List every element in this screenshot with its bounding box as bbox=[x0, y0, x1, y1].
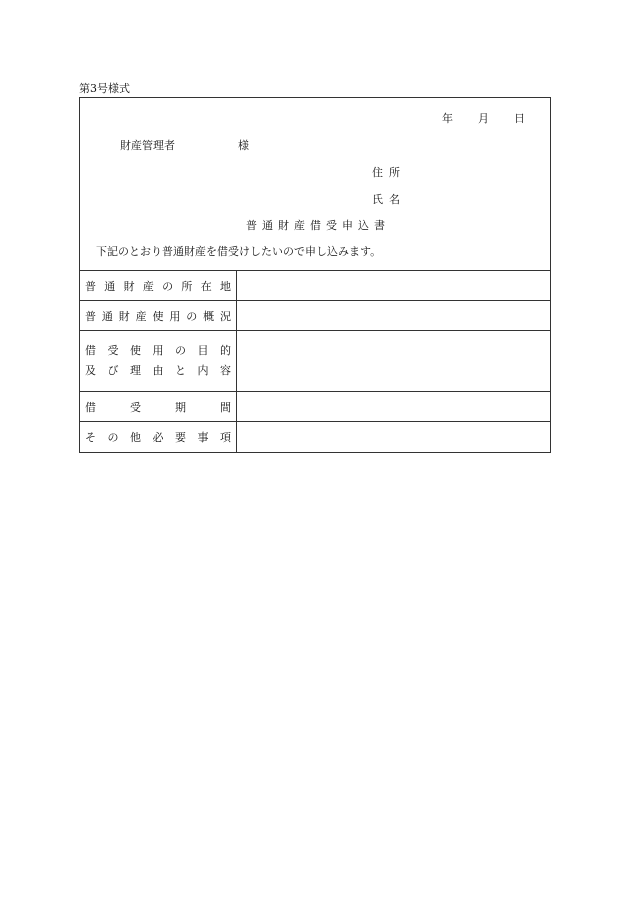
address-label: 住所 bbox=[372, 166, 406, 179]
table-row bbox=[80, 271, 550, 301]
intro-text: 下記のとおり普通財産を借受けしたいので申し込みます。 bbox=[96, 245, 382, 258]
date-day-label: 日 bbox=[514, 112, 525, 125]
row-value-field[interactable] bbox=[237, 422, 550, 452]
row-value-field[interactable] bbox=[237, 392, 550, 421]
row-value-field[interactable] bbox=[237, 271, 550, 300]
addressee-honorific: 様 bbox=[238, 139, 249, 152]
table-row bbox=[80, 331, 550, 392]
row-label-text-line1: 借 受 使 用 の 目 的 bbox=[85, 344, 231, 357]
row-value-field[interactable] bbox=[237, 301, 550, 330]
row-label-text: 借 受 期 間 bbox=[85, 400, 231, 414]
row-label-text-line2: 及 び 理 由 と 内 容 bbox=[85, 364, 231, 377]
table-row bbox=[80, 301, 550, 331]
details-table bbox=[80, 270, 550, 452]
row-label-text: そ の 他 必 要 事 項 bbox=[85, 431, 231, 444]
document-title: 普通財産借受申込書 bbox=[246, 219, 390, 232]
row-label bbox=[80, 301, 237, 330]
application-form bbox=[79, 97, 551, 453]
row-value-field[interactable] bbox=[237, 331, 550, 391]
date-year-label: 年 bbox=[442, 112, 453, 125]
table-row bbox=[80, 392, 550, 422]
row-label bbox=[80, 271, 237, 300]
row-label-text: 普 通 財 産 の 所 在 地 bbox=[85, 279, 231, 293]
table-row bbox=[80, 422, 550, 452]
row-label bbox=[80, 422, 237, 452]
row-label bbox=[80, 392, 237, 421]
name-label: 氏名 bbox=[372, 193, 406, 206]
addressee-name: 財産管理者 bbox=[120, 139, 175, 152]
row-label-text: 普 通 財 産 使 用 の 概 況 bbox=[85, 309, 231, 323]
row-label bbox=[80, 331, 237, 391]
form-number: 第3号様式 bbox=[79, 82, 130, 95]
date-month-label: 月 bbox=[478, 112, 489, 125]
